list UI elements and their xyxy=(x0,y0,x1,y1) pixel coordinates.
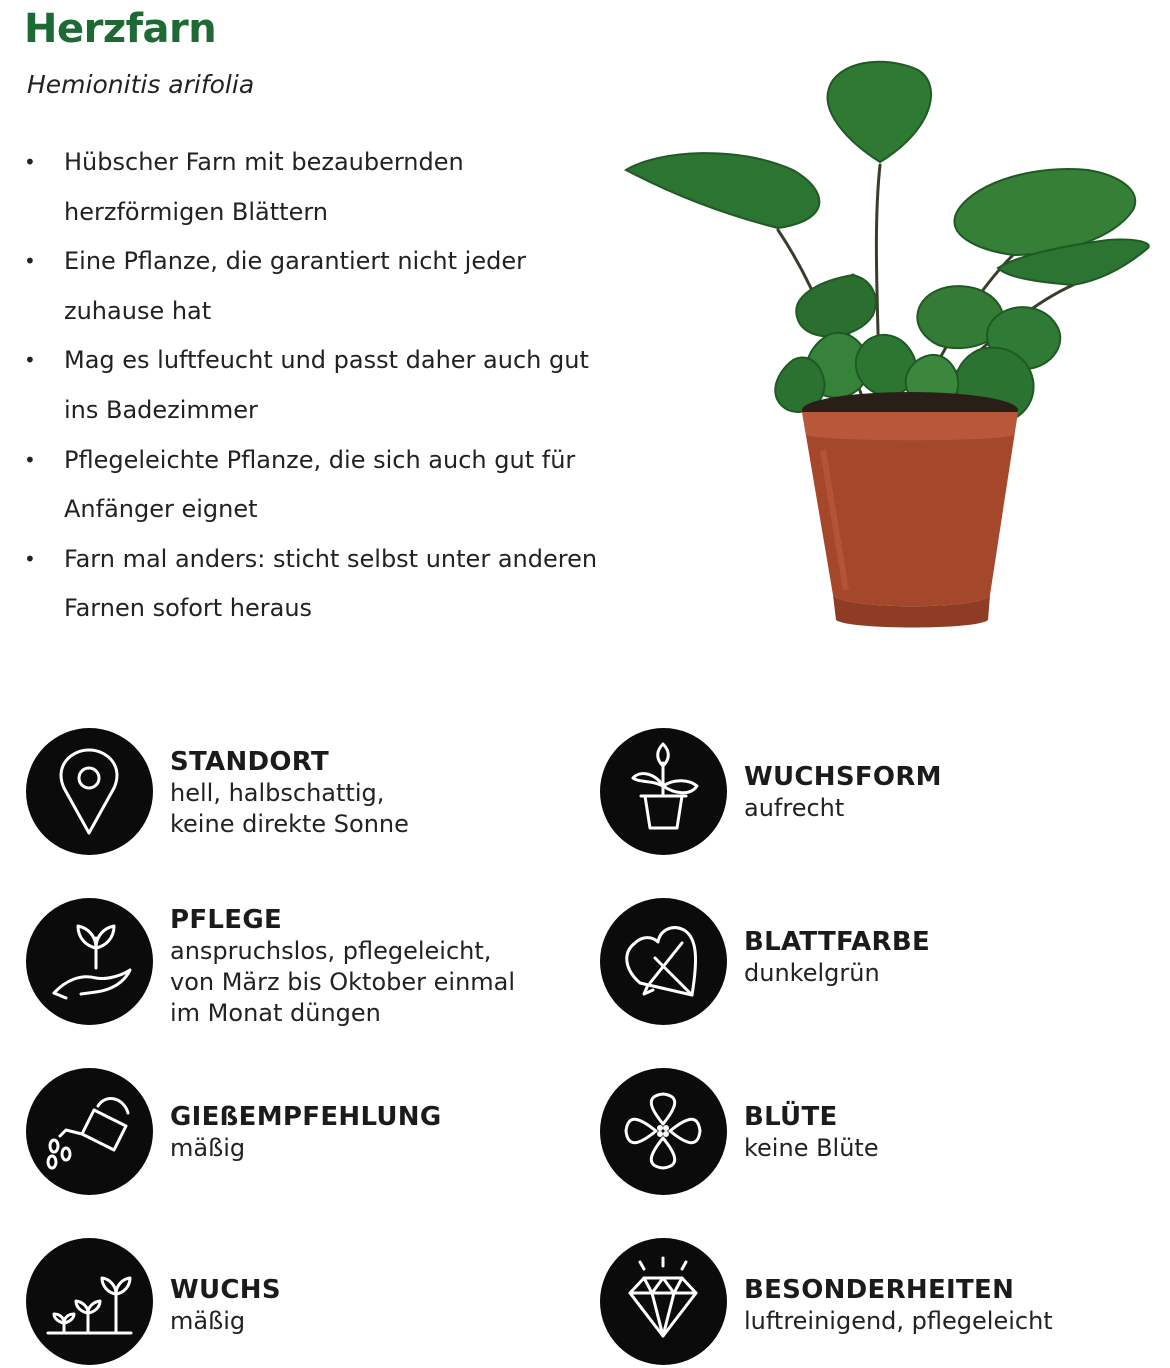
feature-label: GIEßEMPFEHLUNG xyxy=(170,1102,442,1132)
feature-wuchs xyxy=(26,1238,546,1368)
seedlings-growth-icon xyxy=(26,1238,153,1365)
bullet-item xyxy=(24,535,604,634)
feature-label: PFLEGE xyxy=(170,905,283,935)
feature-giessen xyxy=(26,1068,546,1198)
bullet-text: Hübscher Farn mit bezaubernden herzförmigen Blättern xyxy=(64,148,464,226)
bullet-item xyxy=(24,436,604,535)
bullet-dot: • xyxy=(24,249,36,274)
feature-wuchsform xyxy=(600,728,1120,858)
feature-value: mäßig xyxy=(170,1134,246,1162)
feature-value: luftreinigend, pflegeleicht xyxy=(744,1307,1053,1335)
plant-photo xyxy=(618,50,1158,635)
feature-value: hell, halbschattig, keine direkte Sonne xyxy=(170,779,409,838)
watering-can-icon xyxy=(26,1068,153,1195)
bullet-text: Pflegeleichte Pflanze, die sich auch gut für Anfänger eignet xyxy=(64,445,576,524)
botanical-name: Hemionitis arifolia xyxy=(27,70,255,99)
bullet-dot: • xyxy=(24,447,36,472)
bullet-text: Eine Pflanze, die garantiert nicht jeder zuhause hat xyxy=(64,247,526,325)
bullet-dot: • xyxy=(24,150,36,174)
location-pin-icon xyxy=(26,728,153,855)
feature-label: BLATTFARBE xyxy=(744,927,931,957)
feature-pflege xyxy=(26,898,546,1028)
feature-besonderheiten xyxy=(600,1238,1120,1368)
feature-label: BLÜTE xyxy=(744,1102,838,1132)
bullet-item xyxy=(24,138,604,237)
feature-standort xyxy=(26,728,546,858)
bullet-item xyxy=(24,336,604,435)
feature-value: anspruchslos, pflegeleicht, von März bis Oktober einmal im Monat düngen xyxy=(170,937,516,1027)
bullet-dot: • xyxy=(24,348,36,373)
bullet-text: Farn mal anders: sticht selbst unter anderen Farnen sofort heraus xyxy=(64,544,598,623)
feature-bluete xyxy=(600,1068,1120,1198)
potted-plant-icon xyxy=(600,728,727,855)
leaf-brush-icon xyxy=(600,898,727,1025)
diamond-icon xyxy=(600,1238,727,1365)
feature-label: WUCHSFORM xyxy=(744,762,942,792)
bullet-item xyxy=(24,237,604,336)
feature-value: mäßig xyxy=(170,1307,246,1335)
feature-value: dunkelgrün xyxy=(744,959,880,987)
feature-value: keine Blüte xyxy=(744,1134,879,1162)
feature-label: WUCHS xyxy=(170,1275,281,1305)
feature-blattfarbe xyxy=(600,898,1120,1028)
bullet-text: Mag es luftfeucht und passt daher auch gut ins Badezimmer xyxy=(64,346,589,424)
hand-sprout-icon xyxy=(26,898,153,1025)
bullet-dot: • xyxy=(24,546,36,571)
feature-label: STANDORT xyxy=(170,747,329,777)
feature-label: BESONDERHEITEN xyxy=(744,1275,1015,1305)
flower-icon xyxy=(600,1068,727,1195)
product-title: Herzfarn xyxy=(24,6,217,52)
plant-pot xyxy=(802,392,1018,628)
feature-value: aufrecht xyxy=(744,794,845,822)
feature-bullet-list xyxy=(24,138,604,634)
plant-leaves xyxy=(626,62,1149,424)
